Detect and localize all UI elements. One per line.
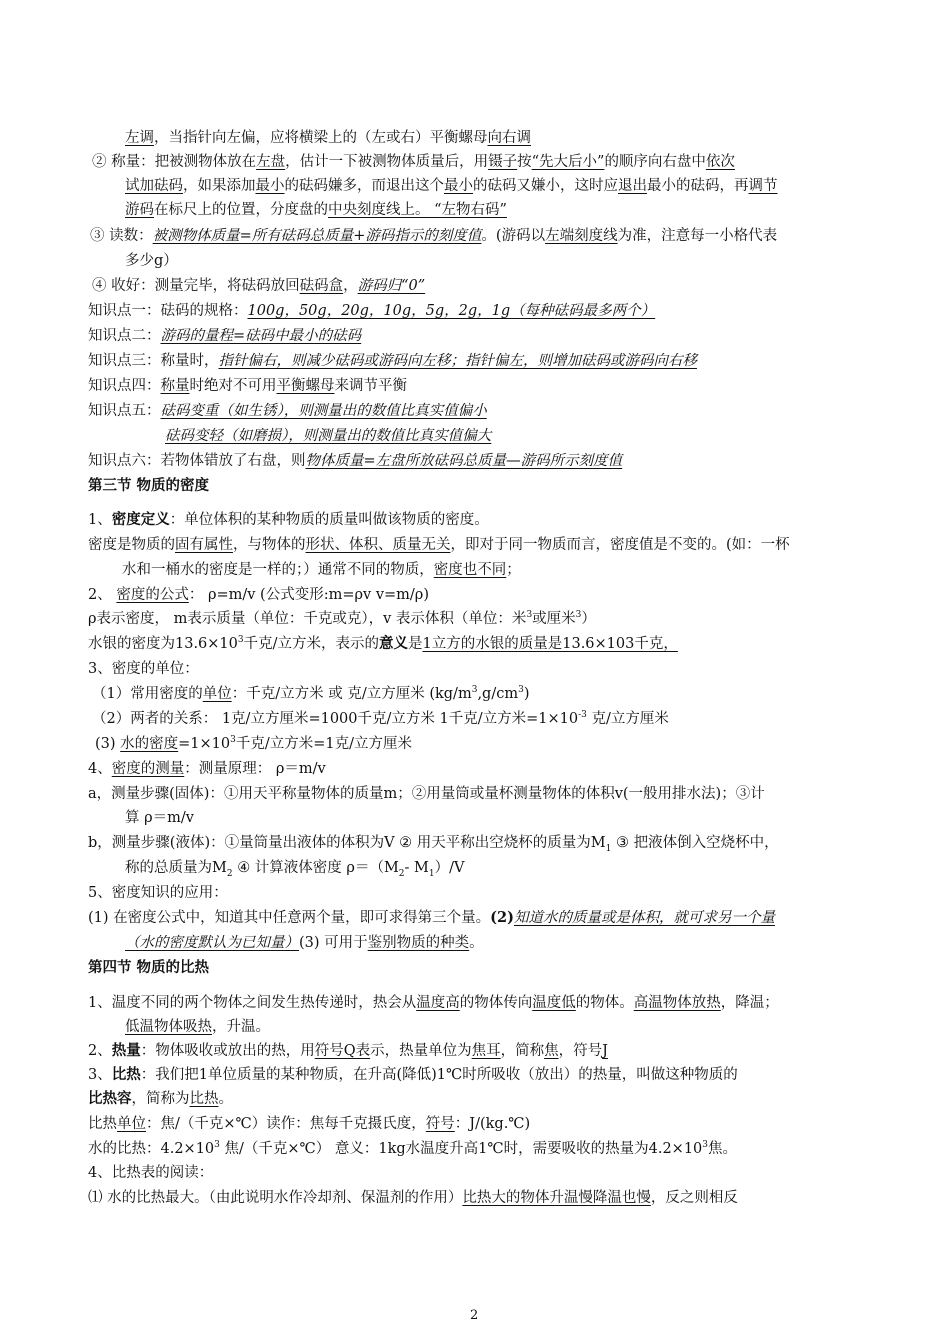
text-segment: - M (404, 860, 429, 876)
text-segment: 2 (226, 868, 233, 879)
text-segment: ：千克/立方米 或 克/立方厘米 (kg/m (231, 686, 472, 702)
text-segment: 焦/（千克×℃） 意义：1kg水温度升高1℃时，需要吸收的热量为4.2×10 (219, 1141, 703, 1157)
text-segment: ，如果添加 (183, 178, 256, 194)
text-line (90, 226, 777, 246)
text-segment: 。 (218, 1091, 233, 1107)
text-segment: 3 (518, 685, 524, 696)
text-segment: 的顺序向右盘中 (604, 154, 706, 170)
text-segment: ， (343, 278, 358, 294)
text-line (125, 933, 484, 953)
text-line (88, 510, 489, 530)
text-segment: 1立方的水银的质量是13.6×103千克， (422, 636, 678, 652)
text-line (88, 883, 228, 903)
text-segment: 游码的量程=砝码中最小的砝码 (160, 328, 362, 344)
text-line (88, 759, 326, 779)
text-segment: 热量 (111, 1042, 141, 1059)
text-segment: 最小 (444, 178, 473, 194)
text-segment: ）/V (434, 860, 465, 876)
text-segment: 密度是物质的 (88, 537, 175, 553)
text-segment: 千克/立方米，表示的 (243, 636, 380, 652)
text-segment: 砝码变重（如生锈），则测量出的数值比真实值偏小 (160, 403, 487, 419)
text-segment: 高温物体放热 (633, 995, 721, 1011)
text-segment: 。(游码以 (481, 228, 546, 244)
text-line (88, 993, 779, 1013)
text-segment: 为准，注意每一小格代表 (617, 228, 778, 244)
text-line (88, 401, 487, 421)
text-line (122, 560, 521, 580)
text-segment: 知识点四： (88, 378, 161, 394)
text-segment: 物体质量=左盘所放砝码总质量—游码所示刻度值 (305, 453, 623, 469)
text-segment: J (602, 1043, 608, 1059)
text-segment: 1 (428, 868, 435, 879)
text-segment: 最小 (255, 178, 285, 194)
text-segment: 的砝码又嫌小，这时应 (473, 178, 618, 194)
text-segment: ，升温。 (212, 1019, 270, 1035)
text-segment: 平衡螺母 (276, 378, 335, 394)
text-segment: 1 (605, 843, 612, 854)
text-segment: 左调 (125, 130, 154, 146)
page-number: 2 (470, 1308, 479, 1323)
text-segment: -3 (578, 710, 587, 721)
text-line (88, 609, 596, 629)
text-line (88, 476, 209, 496)
text-segment: 比热 (111, 1066, 141, 1083)
text-segment: ，估计一下被测物体质量后，用 (285, 154, 489, 170)
text-segment: ：焦/（千克×℃）读作：焦每千克摄氏度， (146, 1116, 426, 1132)
text-line (88, 1114, 530, 1134)
text-segment: 3 (575, 610, 582, 621)
text-line (125, 858, 464, 878)
text-segment: 克/立方厘米 (586, 711, 669, 727)
text-segment: =1×10 (178, 736, 231, 752)
text-segment: 温度高 (416, 995, 460, 1011)
text-line (125, 128, 531, 148)
text-segment: 被测物体质量=所有砝码总质量+游码指示的刻度值 (152, 228, 482, 244)
text-segment: 示，热量单位为 (370, 1043, 472, 1059)
text-segment: 比热大的物体升温慢降温也慢 (462, 1190, 651, 1206)
text-segment: ② 称量：把被测物体放在 (92, 154, 257, 170)
text-segment: 比热容 (88, 1090, 132, 1107)
text-segment: 4、 (88, 761, 112, 777)
text-segment: 100g，50g，20g，10g，5g，2g，1g（每种砝码最多两个） (247, 303, 656, 319)
text-segment: 中央刻度线上。 “左物右码” (328, 202, 507, 218)
text-segment: ：J/(kg.℃) (454, 1116, 531, 1132)
text-segment: （1）常用密度的 (92, 686, 203, 702)
text-segment: 知识点三：称量时， (88, 353, 219, 369)
text-segment: 焦耳 (471, 1043, 501, 1059)
text-segment: ，反之则相反 (650, 1190, 738, 1206)
text-segment: 焦 (544, 1043, 559, 1059)
text-segment: ，即对于同一物质而言，密度值是不变的。(如：一杯 (450, 537, 790, 553)
text-segment: 3、密度的单位： (88, 661, 199, 677)
text-segment: 比热 (88, 1116, 117, 1132)
text-segment: 知识点一：砝码的规格： (88, 303, 248, 319)
text-segment: 2 (398, 868, 405, 879)
text-segment: ； (506, 562, 521, 578)
text-line (88, 958, 209, 978)
text-segment: 密度也不同 (433, 562, 507, 578)
text-line (125, 200, 507, 220)
text-line (88, 908, 775, 928)
text-segment: ：单位体积的某种物质的质量叫做该物质的密度。 (169, 512, 489, 528)
text-segment: 多少g） (125, 253, 178, 269)
text-segment: 5、密度知识的应用： (88, 885, 228, 901)
text-segment: 低温物体吸热 (125, 1019, 212, 1035)
text-segment: 千克/立方米=1克/立方厘米 (235, 736, 413, 752)
text-segment: 的物体传向 (459, 995, 533, 1011)
text-segment: 左端刻度线 (545, 228, 618, 244)
text-segment: 水的密度 (120, 736, 179, 752)
text-segment: b，测量步骤(液体)：①量筒量出液体的体积为V ② 用天平称出空烧杯的质量为M (88, 835, 606, 851)
text-segment: 水的比热：4.2×10 (88, 1141, 215, 1157)
text-segment: 2、 (88, 1043, 112, 1059)
text-segment: 的砝码嫌多，而退出这个 (284, 178, 444, 194)
text-segment: 游码 (125, 202, 154, 218)
text-segment: 比热 (189, 1091, 219, 1107)
text-segment: 向右调 (487, 130, 531, 146)
text-segment: 左盘 (256, 154, 286, 170)
text-segment: ） (581, 611, 596, 627)
text-segment: 知道水的质量或是体积，就可求另一个量 (513, 910, 775, 926)
text-segment: 在标尺上的位置，分度盘的 (154, 202, 328, 218)
text-segment: 3 (230, 735, 236, 746)
text-segment: 时绝对不可用 (189, 378, 277, 394)
text-segment: 按 (517, 154, 532, 170)
text-line (88, 659, 199, 679)
text-segment: 3 (702, 1140, 709, 1151)
text-segment: ④ 收好：测量完毕，将砝码放回 (92, 278, 300, 294)
text-line (92, 684, 530, 704)
text-segment: 单位 (117, 1116, 146, 1132)
text-line (88, 1188, 738, 1208)
text-segment: 镊子 (488, 154, 518, 170)
text-segment: 意义 (379, 635, 409, 652)
text-segment: 密度的测量 (111, 761, 185, 777)
text-segment: 依次 (705, 154, 735, 170)
text-line (92, 152, 735, 172)
text-line (88, 1041, 608, 1061)
text-segment: 。 (469, 935, 484, 951)
text-line (125, 251, 178, 271)
text-segment: 是 (408, 636, 423, 652)
text-segment: 1、温度不同的两个物体之间发生热传递时，热会从 (88, 995, 417, 1011)
text-segment: 砝码变轻（如磨损），则测量出的数值比真实值偏大 (165, 428, 492, 444)
text-line (88, 1139, 737, 1159)
text-segment: 算 ρ＝m/v (125, 810, 194, 826)
section-heading: 第三节 物质的密度 (88, 478, 210, 494)
text-line (88, 376, 407, 396)
text-segment: ④ 计算液体密度 ρ＝（M (232, 860, 399, 876)
text-segment: 称量 (160, 378, 190, 394)
text-line (88, 351, 697, 371)
text-segment: 3 (237, 635, 244, 646)
text-line (88, 784, 765, 804)
text-segment: ,g/cm (477, 686, 519, 702)
text-segment: 2、 (88, 587, 117, 603)
text-line (88, 326, 361, 346)
text-segment: ：物体吸收或放出的热，用 (140, 1043, 315, 1059)
text-segment: (2) (490, 909, 514, 926)
text-segment: ③ 把液体倒入空烧杯中， (611, 835, 779, 851)
text-segment: ：测量原理： ρ＝m/v (184, 761, 326, 777)
text-segment: 指针偏右，则减少砝码或游码向左移；指针偏左，则增加砝码或游码向右移 (218, 353, 697, 369)
text-line (88, 833, 779, 853)
text-segment: ，简称为 (131, 1091, 190, 1107)
text-segment: ) (523, 686, 530, 702)
text-segment: ③ 读数： (90, 228, 153, 244)
text-segment: 3 (471, 685, 478, 696)
text-segment: ：我们把1单位质量的某种物质，在升高(降低)1℃时所吸收（放出）的热量，叫做这种物质的 (140, 1067, 738, 1083)
text-segment: ，降温； (720, 995, 779, 1011)
text-segment: ，当指针向左偏，应将横梁上的（左或右）平衡螺母 (154, 130, 488, 146)
text-segment: 水和一桶水的密度是一样的；）通常不同的物质， (122, 562, 434, 578)
text-segment: 砝码盒 (299, 278, 344, 294)
text-segment: 最小的砝码，再 (647, 178, 749, 194)
text-segment: （水的密度默认为已知量） (125, 935, 299, 951)
text-segment: 调节 (748, 178, 778, 194)
text-segment: ，简称 (500, 1043, 545, 1059)
text-segment: 游码归“0” (357, 278, 426, 294)
text-line (92, 709, 669, 729)
text-segment: 符号Q表 (314, 1043, 371, 1059)
text-line (88, 585, 429, 605)
text-segment: 符号 (425, 1116, 455, 1132)
text-segment: (3) 可用于 (299, 935, 368, 951)
text-segment: ，符号 (558, 1043, 603, 1059)
text-segment: 退出 (618, 178, 647, 194)
text-segment: 3 (526, 610, 533, 621)
text-segment: “先大后小” (531, 154, 605, 170)
text-segment: 固有属性 (175, 537, 233, 553)
text-line (88, 1065, 738, 1085)
text-segment: (3) (95, 736, 121, 752)
text-line (125, 808, 194, 828)
text-segment: 来调节平衡 (334, 378, 407, 394)
text-segment: 鉴别物质的种类 (367, 935, 470, 951)
text-segment: ρ表示密度， m表示质量（单位：千克或克），v 表示体积（单位：米 (88, 611, 527, 627)
text-segment: 试加砝码 (125, 178, 183, 194)
text-segment: ： ρ=m/v (公式变形:m=ρv v=m/ρ) (188, 587, 429, 603)
text-segment: a，测量步骤(固体)：①用天平称量物体的质量m；②用量筒或量杯测量物体的体积v(一般用排水法)；③计 (88, 786, 765, 802)
text-line (125, 176, 778, 196)
text-segment: 形状、体积、质量无关 (305, 537, 451, 553)
text-segment: 1、 (88, 512, 112, 528)
text-segment: 密度的公式 (116, 587, 189, 603)
text-segment: 知识点五： (88, 403, 161, 419)
text-segment: ，与物体的 (233, 537, 306, 553)
text-line (88, 634, 678, 654)
text-segment: 4、比热表的阅读： (88, 1165, 214, 1181)
text-line (88, 451, 622, 471)
section-heading: 第四节 物质的比热 (88, 960, 210, 976)
text-line (88, 301, 655, 321)
text-segment: 的物体。 (575, 995, 634, 1011)
text-segment: 焦。 (708, 1141, 738, 1157)
text-segment: 温度低 (532, 995, 576, 1011)
text-segment: 3、 (88, 1067, 112, 1083)
text-line (88, 1163, 213, 1183)
text-segment: 密度定义 (111, 511, 170, 528)
text-segment: (1) 在密度公式中，知道其中任意两个量，即可求得第三个量。 (88, 910, 491, 926)
text-segment: 或厘米 (532, 611, 576, 627)
text-line (95, 734, 412, 754)
text-line (88, 1089, 233, 1109)
text-segment: 称的总质量为M (125, 860, 227, 876)
text-segment: （2）两者的关系： 1克/立方厘米=1000千克/立方米 1千克/立方米=1×10 (92, 711, 579, 727)
text-line (125, 1017, 270, 1037)
text-segment: 知识点六：若物体错放了右盘，则 (88, 453, 306, 469)
text-segment: 单位 (202, 686, 232, 702)
text-line (92, 276, 425, 296)
text-segment: 知识点二： (88, 328, 161, 344)
text-segment: ⑴ 水的比热最大。（由此说明水作冷却剂、保温剂的作用） (88, 1190, 463, 1206)
text-line (88, 535, 790, 555)
text-segment: 水银的密度为13.6×10 (88, 636, 238, 652)
text-segment: 3 (214, 1140, 220, 1151)
text-line (165, 426, 491, 446)
